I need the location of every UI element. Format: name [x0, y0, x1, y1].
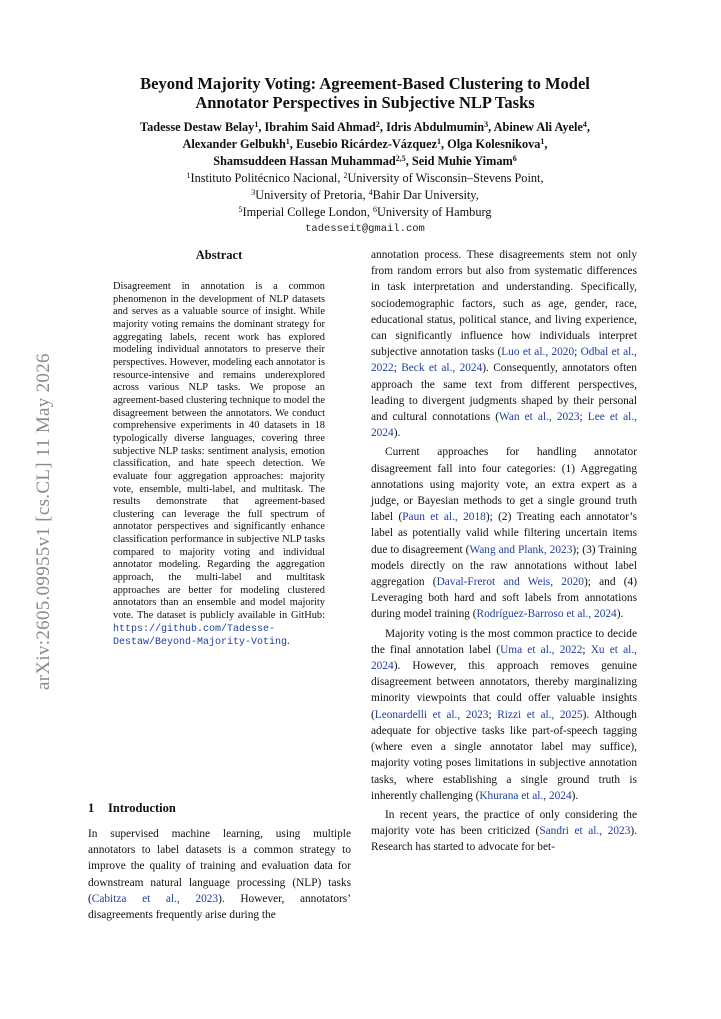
section-number: 1 [88, 801, 95, 815]
citation-link[interactable]: Xu et al., 2024 [371, 643, 637, 673]
author-line-3 [213, 154, 517, 168]
affiliation-name: Instituto Politécnico Nacional [190, 171, 338, 185]
arxiv-identifier: arXiv:2605.09955v1 [cs.CL] 11 May 2026 [33, 353, 54, 690]
intro-text: ). However, annotators’ disagreements frequently arise during the [88, 892, 352, 922]
author-name: Tadesse Destaw Belay [140, 120, 255, 134]
right-column [371, 247, 637, 856]
affiliation-line-1 [186, 171, 543, 185]
author-name: Olga Kolesnikova [447, 137, 541, 151]
author-name: Idris Abdulmumin [386, 120, 485, 134]
abstract-body [113, 281, 325, 650]
affiliation-line-3 [239, 205, 492, 219]
body-text: ). Consequently, annotators often approach the same text from different perspectives, leading to divergent judgments shaped by their personal and cultural connotations ( [371, 362, 637, 424]
affiliation-separator: , [540, 171, 544, 185]
citation-link[interactable]: Odbal et al., 2022 [371, 346, 637, 375]
citation-link[interactable]: Rizzi et al., 2025 [497, 708, 583, 721]
citation-link[interactable]: Luo et al., 2020 [501, 346, 575, 359]
paragraph [371, 247, 637, 441]
body-text: ). Although adequate for objective tasks like part-of-speech tagging (where even a single annotator label may suffice), majority voting poses limitations in subjective annotation tasks, where establishing a single ground truth is inherently challenging ( [371, 708, 637, 802]
author-line-2 [182, 137, 547, 151]
author-separator: , [405, 154, 412, 168]
author-separator: , [379, 120, 387, 134]
introduction-paragraph [88, 826, 351, 923]
body-text: ). [571, 789, 579, 802]
citation-link[interactable]: Wan et al., 2023 [499, 411, 580, 424]
author-line-1 [140, 120, 590, 134]
intro-text: In supervised machine learning, using multiple annotators to label datasets is a common strategy to improve the quality of training and evaluation data for downstream natural language processing (NLP) tasks ( [88, 828, 351, 905]
affiliation-separator: , [362, 188, 369, 202]
author-separator: , [441, 137, 448, 151]
body-text: ; [582, 643, 591, 656]
citation-link[interactable]: Rodríguez-Barroso et al., 2024 [476, 608, 617, 621]
citation-link[interactable]: Daval-Frerot and Weis, 2020 [436, 576, 584, 589]
affiliation-name: University of Hamburg [376, 205, 492, 219]
body-text: ). Research has started to advocate for bet- [371, 825, 638, 854]
body-text: ); (3) Training models directly on the raw annotations without label aggregation ( [371, 543, 637, 589]
affiliation-mark: 2 [343, 171, 348, 180]
body-text: ; [574, 346, 581, 359]
affiliation-mark: 1 [186, 171, 191, 180]
body-text: Current approaches for handling annotator disagreement fall into four categories: (1) Aggregating annotations using majority vote, an extra expert as a judge, or Bayesian methods to get a single ground truth label ( [371, 446, 637, 524]
body-text: ). [393, 427, 401, 440]
citation-link[interactable]: Leonardelli et al., 2023 [374, 708, 489, 721]
affiliation-name: University of Pretoria [255, 188, 363, 202]
author-separator: , [544, 137, 548, 151]
author-affiliation-mark: 1 [540, 137, 545, 146]
author-affiliation-mark: 6 [512, 154, 517, 163]
author-separator: , [488, 120, 494, 134]
affiliation-mark: 3 [251, 188, 256, 197]
author-separator: , [289, 137, 296, 151]
author-affiliation-mark: 2 [375, 120, 380, 129]
author-affiliation-mark: 2,5 [395, 154, 406, 163]
citation-link[interactable]: Uma et al., 2022 [500, 643, 583, 656]
citation-link[interactable]: Khurana et al., 2024 [479, 789, 572, 802]
paper-title [90, 74, 640, 112]
affiliation-mark: 5 [238, 205, 243, 214]
citation-link[interactable]: Cabitza et al., 2023 [91, 892, 219, 905]
author-affiliation-mark: 1 [254, 120, 259, 129]
author-name: Seid Muhie Yimam [411, 154, 513, 168]
author-name: Abinew Ali Ayele [493, 120, 583, 134]
affiliation-list [80, 170, 650, 221]
author-name: Ibrahim Said Ahmad [264, 120, 376, 134]
body-text: ; [393, 362, 402, 375]
body-text: ; [488, 708, 498, 721]
abstract-end: . [287, 636, 290, 648]
body-text: ). However, this approach removes genuine disagreement between annotators, thereby marginalizing minority viewpoints that could offer valuable insights ( [371, 660, 637, 721]
paragraph [371, 444, 637, 622]
author-separator: , [258, 120, 265, 134]
citation-link[interactable]: Wang and Plank, 2023 [469, 543, 573, 556]
body-text: In recent years, the practice of only considering the majority vote has been criticized ( [371, 808, 637, 838]
body-text: ); (2) Treating each annotator’s label as potentially valid while filtering uncertain items due to disagreement ( [371, 511, 637, 556]
affiliation-name: Bahir Dar University [372, 188, 476, 202]
title-line-2: Annotator Perspectives in Subjective NLP Tasks [195, 93, 535, 112]
affiliation-separator: , [366, 205, 373, 219]
affiliation-mark: 6 [372, 205, 377, 214]
author-name: Shamsuddeen Hassan Muhammad [213, 154, 396, 168]
citation-link[interactable]: Lee et al., 2024 [371, 411, 637, 440]
author-list [80, 119, 650, 170]
body-text: annotation process. These disagreements stem not only from random errors but also from systematic differences in task interpretation and understanding. Specifically, sociodemographic factors, such as age, gender, race, educational status, political stance, and living experience, can significantly influence how individuals interpret subjective annotation tasks ( [371, 249, 637, 359]
citation-link[interactable]: Beck et al., 2024 [401, 362, 483, 375]
abstract-text: Disagreement in annotation is a common phenomenon in the development of NLP datasets and serves as a valuable source of insight. While majority voting remains the dominant strategy for aggregating labels, recent work has explored modeling individual annotators to preserve their perspectives. However, modeling each annotator is resource-intensive and remains underexplored across various NLP tasks. We propose an agreement-based clustering technique to model the disagreement between the annotators. We conduct comprehensive experiments in 40 datasets in 18 typologically diverse languages, covering three subjective NLP tasks: sentiment analysis, emotion classification, and hate speech detection. We evaluate four aggregation approaches: majority vote, ensemble, multi-label, and multitask. The results demonstrate that agreement-based clustering can leverage the full spectrum of annotator perspectives and significantly enhance classification performance in subjective NLP tasks compared to majority voting and individual annotator modeling. Regarding the aggregation approach, the multi-label and multitask approaches are better for modeling clustered annotators than an ensemble and model majority vote. The dataset is publicly available in GitHub: [113, 281, 325, 622]
affiliation-line-2 [251, 188, 479, 202]
body-text: Majority voting is the most common practice to decide the final annotation label ( [371, 627, 637, 656]
title-line-1: Beyond Majority Voting: Agreement-Based Clustering to Model [140, 74, 590, 93]
affiliation-name: Imperial College London [242, 205, 367, 219]
author-name: Alexander Gelbukh [182, 137, 286, 151]
author-affiliation-mark: 1 [437, 137, 441, 146]
author-name: Eusebio Ricárdez-Vázquez [295, 137, 437, 151]
affiliation-separator: , [337, 171, 344, 185]
paragraph [371, 626, 637, 804]
citation-link[interactable]: Paun et al., 2018 [402, 511, 486, 524]
abstract-heading: Abstract [195, 248, 243, 262]
author-separator: , [586, 120, 590, 134]
contact-email[interactable]: tadesseit@gmail.com [305, 223, 425, 235]
body-text: ); and (4) Leveraging both hard and soft labels from annotations during model training ( [371, 576, 637, 621]
affiliation-separator: , [475, 188, 479, 202]
body-text: ; [579, 411, 588, 424]
author-affiliation-mark: 3 [484, 120, 489, 129]
author-affiliation-mark: 1 [285, 137, 290, 146]
section-title: Introduction [108, 801, 176, 815]
author-affiliation-mark: 4 [582, 120, 587, 129]
section-heading-introduction [88, 801, 176, 816]
github-link[interactable]: https://github.com/Tadesse-Destaw/Beyond-Majority-Voting [113, 623, 288, 649]
paragraph [371, 807, 637, 856]
body-text: ). [616, 608, 624, 621]
affiliation-name: University of Wisconsin–Stevens Point [347, 171, 541, 185]
affiliation-mark: 4 [368, 188, 373, 197]
citation-link[interactable]: Sandri et al., 2023 [539, 825, 631, 838]
